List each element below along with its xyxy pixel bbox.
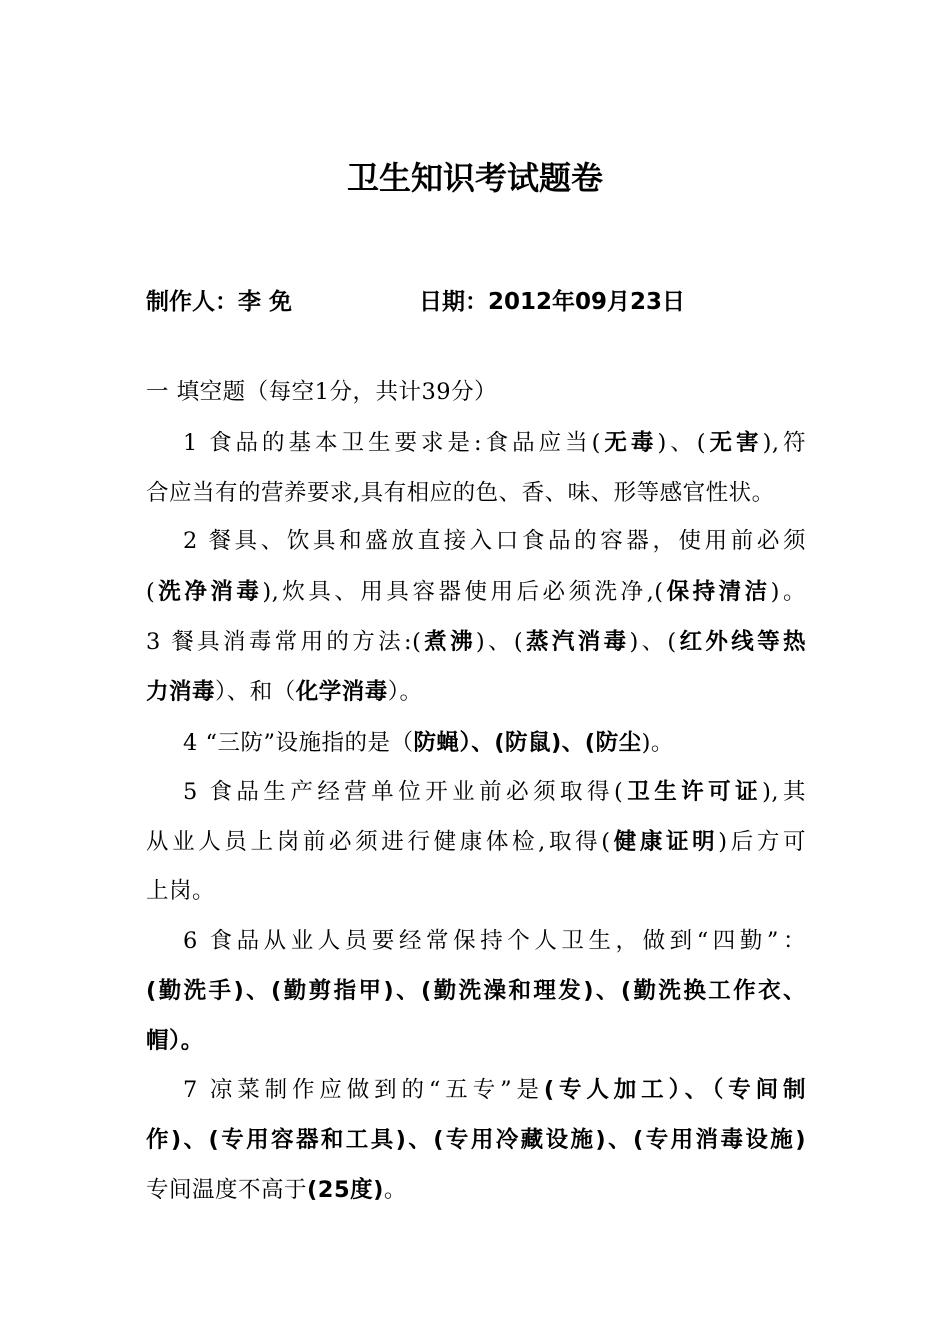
date-label: 日期： [419, 289, 488, 315]
q3-answer-3b: 力消毒 [146, 679, 216, 705]
q3-answer-3a: 红外线等热 [676, 629, 806, 655]
q3-line-1 [146, 624, 806, 660]
q5-text-2: ),其 [762, 779, 806, 805]
q3-answer-2: 蒸汽消毒 [523, 629, 630, 655]
q6-line-1: 6 食品从业人员要经常保持个人卫生，做到“四勤”： [183, 928, 806, 954]
q3-answer-1: 煮沸 [421, 629, 476, 655]
q5-text-3: 从业人员上岗前必须进行健康体检,取得( [146, 829, 611, 855]
q7-line-2: 作)、(专用容器和工具)、(专用冷藏设施)、(专用消毒设施) [146, 1127, 806, 1153]
q2-answer-2: 保持清洁 [663, 579, 771, 605]
q4-text-1: 4 “三防”设施指的是（ [183, 730, 414, 756]
q5-line-3: 上岗。 [146, 878, 216, 904]
section-heading: 一 填空题（每空1分，共计39分） [146, 379, 498, 405]
page-title: 卫生知识考试题卷 [346, 159, 603, 197]
q3-text-3: )、( [629, 629, 677, 655]
q2-text-3: )。 [770, 579, 806, 605]
q1-answer-2: 无害 [706, 430, 763, 456]
q3-answer-4: 化学消毒 [295, 679, 388, 705]
q7-answer-2: (25度) [307, 1177, 384, 1203]
q7-text-2: 专间温度不高于 [146, 1177, 308, 1203]
q3-text-2: )、( [475, 629, 524, 655]
author-name: 李 免 [238, 289, 293, 315]
author-label: 制作人： [146, 289, 238, 315]
q1-answer-1: 无毒 [600, 430, 658, 456]
q2-answer-1: 洗净消毒 [155, 579, 263, 605]
q6-line-2: (勤洗手)、(勤剪指甲)、(勤洗澡和理发)、(勤洗换工作衣、 [146, 978, 806, 1004]
q7-line-3 [146, 1172, 806, 1208]
q4-text-2: )。 [641, 730, 674, 756]
q1-text-3: ),符 [762, 430, 806, 456]
q2-text-1: ( [146, 579, 156, 605]
q7-line-1 [183, 1072, 806, 1108]
q4-line-1 [183, 725, 806, 761]
q2-line-2 [146, 574, 806, 610]
date-block [419, 284, 685, 320]
meta-line [146, 284, 686, 320]
q5-answer-2: 健康证明 [610, 829, 719, 855]
q1-text-2: )、( [657, 430, 707, 456]
q1-line-1 [183, 425, 806, 461]
date-value: 2012年09月23日 [488, 289, 686, 315]
q5-text-1: 5 食品生产经营单位开业前必须取得( [183, 779, 624, 805]
q4-answer-1: 防蝇）、(防鼠)、(防尘 [413, 730, 642, 756]
q7-text-1: 7 凉菜制作应做到的“五专”是 [183, 1077, 544, 1103]
q1-line-2: 合应当有的营养要求,具有相应的色、香、味、形等感官性状。 [146, 480, 775, 506]
q2-line-1: 2 餐具、饮具和盛放直接入口食品的容器，使用前必须 [183, 528, 806, 554]
q1-text-1: 1 食品的基本卫生要求是:食品应当( [183, 430, 601, 456]
q7-answer-1: (专人加工）、（专间制 [543, 1077, 806, 1103]
q5-answer-1: 卫生许可证 [623, 779, 763, 805]
q5-line-1 [183, 774, 806, 810]
q3-text-5: ）。 [387, 679, 423, 705]
q3-line-2 [146, 674, 806, 710]
q3-text-1: 3 餐具消毒常用的方法:( [146, 629, 422, 655]
q5-line-2 [146, 824, 806, 860]
q2-text-2: ),炊具、用具容器使用后必须洗净,( [262, 579, 664, 605]
q7-text-3: 。 [383, 1177, 407, 1203]
q5-text-4: )后方可 [718, 829, 806, 855]
q6-line-3: 帽）。 [146, 1028, 204, 1054]
q3-text-4: ）、和（ [215, 679, 296, 705]
